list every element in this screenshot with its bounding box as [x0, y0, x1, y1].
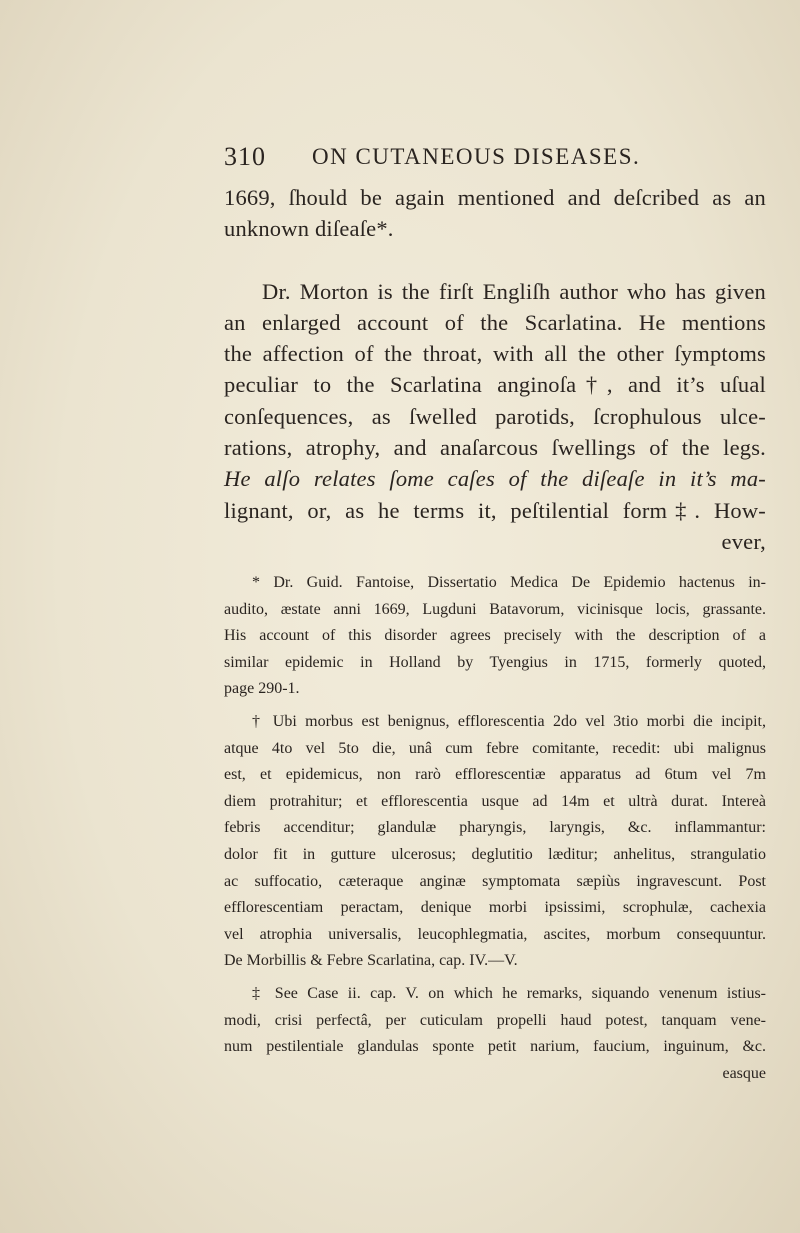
catchword: ever, — [721, 528, 766, 554]
body-line: 1669, ſhould be again mentioned and deſcribed as an — [224, 185, 766, 210]
body-line: rations, atrophy, and anaſarcous ſwellings of the legs. — [224, 435, 766, 461]
footnote-line: num pestilentiale glandulas sponte petit narium, faucium, inguinum, &c. — [224, 1038, 766, 1056]
body-line: an enlarged account of the Scarlatina. He mentions — [224, 309, 766, 335]
body-line: lignant, or, as he terms it, peſtilential form‡. How- — [224, 497, 766, 523]
footnote-line: ‡ See Case ii. cap. V. on which he remarks, siquando venenum istius- — [252, 984, 766, 1002]
body-line: peculiar to the Scarlatina anginoſa†, and it’s uſual — [224, 372, 766, 398]
footnote-line: His account of this disorder agrees precisely with the description of a — [224, 627, 766, 645]
footnote-line: * Dr. Guid. Fantoise, Dissertatio Medica De Epidemio hactenus in- — [252, 574, 766, 591]
body-line: He alſo relates ſome caſes of the diſeaſe in it’s ma- — [224, 466, 766, 492]
footnote-line: ac suffocatio, cæteraque anginæ symptomata sæpiùs ingravescunt. Post — [224, 872, 766, 890]
footnote-line: similar epidemic in Holland by Tyengius in 1715, formerly quoted, — [224, 653, 766, 671]
running-head: ON CUTANEOUS DISEASES. — [312, 144, 641, 169]
footnote-line: febris accenditur; glandulæ pharyngis, laryngis, &c. inflammantur: — [224, 819, 766, 837]
footnote-line: † Ubi morbus est benignus, efflorescentia 2do vel 3tio morbi die incipit, — [252, 712, 766, 730]
footnote-line: atque 4to vel 5to die, unâ cum febre comitante, recedit: ubi malignus — [224, 739, 766, 757]
footnote-line: De Morbillis & Febre Scarlatina, cap. IV.—V. — [224, 952, 518, 970]
body-line: conſequences, as ſwelled parotids, ſcrophulous ulce- — [224, 403, 766, 429]
body-line: unknown diſeaſe*. — [224, 216, 394, 242]
footnote-line: diem protrahitur; et efflorescentia usque ad 14m et ultrà durat. Intereà — [224, 792, 766, 810]
body-line: the affection of the throat, with all the other ſymptoms — [224, 341, 766, 367]
main-text — [224, 182, 766, 557]
footnote-line: page 290-1. — [224, 680, 300, 698]
page-number: 310 — [224, 142, 266, 171]
body-line: Dr. Morton is the firſt Engliſh author who has given — [262, 278, 766, 304]
footnote-line: dolor fit in gutture ulcerosus; deglutitio læditur; anhelitus, strangulatio — [224, 845, 766, 863]
footnotes — [224, 570, 766, 1087]
footnote-line: modi, crisi perfectâ, per cuticulam propelli haud potest, tanquam vene- — [224, 1011, 766, 1029]
footnote-catchword: easque — [722, 1064, 766, 1082]
footnote-line: est, et epidemicus, non rarò efflorescentiæ apparatus ad 6tum vel 7m — [224, 766, 766, 784]
page-header — [224, 142, 684, 182]
footnote-line: audito, æstate anni 1669, Lugduni Batavorum, vicinisque locis, grassante. — [224, 600, 766, 618]
footnote-line: efflorescentiam peractam, denique morbi ipsissimi, scrophulæ, cachexia — [224, 899, 766, 917]
footnote-line: vel atrophia universalis, leucophlegmatia, ascites, morbum consequuntur. — [224, 925, 766, 943]
